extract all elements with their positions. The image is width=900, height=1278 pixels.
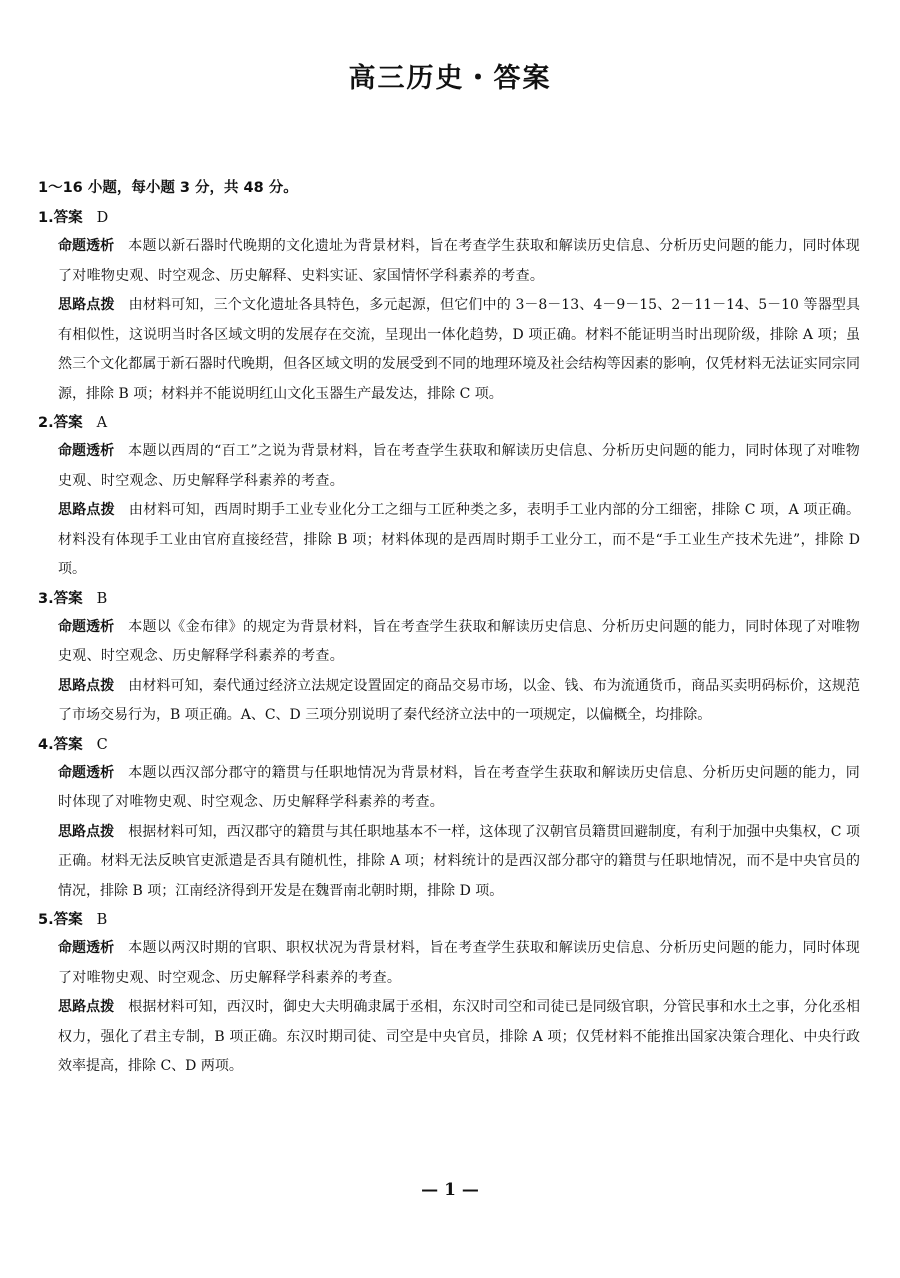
question-3 [38,585,860,731]
analysis-paragraph [58,613,860,672]
question-number: 1. [38,210,54,226]
question-number: 2. [38,415,54,431]
analysis-label: 命题透析 [58,443,115,459]
hint-label: 思路点拨 [58,297,115,313]
section-intro: 1～16 小题，每小题 3 分，共 48 分。 [38,180,298,196]
question-number: 4. [38,736,54,753]
analysis-label: 命题透析 [58,940,115,956]
page-number: — 1 — [421,1180,479,1200]
analysis-text: 本题以西汉部分郡守的籍贯与任职地情况为背景材料，旨在考查学生获取和解读历史信息、分析历史问题的能力，同时体现了对唯物史观、时空观念、历史解释学科素养的考查。 [58,764,861,810]
analysis-text: 本题以新石器时代晚期的文化遗址为背景材料，旨在考查学生获取和解读历史信息、分析历史问题的能力，同时体现了对唯物史观、时空观念、历史解释、史料实证、家国情怀学科素养的考查。 [58,238,861,284]
question-number: 5. [38,912,54,928]
answer-list [38,204,860,1082]
answer-label: 答案 [53,736,83,753]
answer-label: 答案 [53,912,83,928]
answer-line [38,409,860,437]
analysis-text: 本题以《金布律》的规定为背景材料，旨在考查学生获取和解读历史信息、分析历史问题的能力，同时体现了对唯物史观、时空观念、历史解释学科素养的考查。 [58,618,861,664]
question-4 [38,731,860,907]
hint-text: 由材料可知，西周时期手工业专业化分工之细与工匠种类之多，表明手工业内部的分工细密，排除 C 项，A 项正确。材料没有体现手工业由官府直接经营，排除 B 项；材料体现的是西周时期手工业分工，而不是“手工业生产技术先进”，排除 D 项。 [58,502,861,577]
hint-label: 思路点拨 [58,677,115,694]
hint-label: 思路点拨 [58,823,115,840]
analysis-label: 命题透析 [58,238,115,254]
answer-label: 答案 [53,210,83,226]
analysis-text: 本题以西周的“百工”之说为背景材料，旨在考查学生获取和解读历史信息、分析历史问题的能力，同时体现了对唯物史观、时空观念、历史解释学科素养的考查。 [58,443,860,489]
hint-text: 由材料可知，秦代通过经济立法规定设置固定的商品交易市场，以金、钱、布为流通货币，商品买卖明码标价，这规范了市场交易行为，B 项正确。A、C、D 三项分别说明了秦代经济立法中的一项规定，以偏概全，均排除。 [58,677,861,723]
question-5 [38,906,860,1082]
hint-label: 思路点拨 [58,502,115,518]
answer-line [38,585,860,613]
question-number: 3. [38,590,54,607]
analysis-paragraph [58,437,860,496]
answer-line [38,731,860,759]
hint-paragraph [58,993,860,1082]
analysis-label: 命题透析 [58,764,115,781]
answer-letter: C [96,736,108,753]
answer-letter: A [96,415,108,431]
hint-paragraph [58,291,860,409]
question-2 [38,409,860,585]
answer-letter: B [96,912,108,928]
answer-label: 答案 [53,415,83,431]
answer-letter: B [96,590,108,607]
hint-text: 根据材料可知，西汉郡守的籍贯与其任职地基本不一样，这体现了汉朝官员籍贯回避制度，有利于加强中央集权，C 项正确。材料无法反映官吏派遣是否具有随机性，排除 A 项；材料统计的是西汉部分郡守的籍贯与任职地情况，而不是中央官员的情况，排除 B 项；江南经济得到开发是在魏晋南北朝时期，排除 D 项。 [58,823,861,899]
analysis-label: 命题透析 [58,618,115,635]
page-title: 高三历史・答案 [348,63,552,94]
hint-paragraph [58,496,860,585]
hint-text: 由材料可知，三个文化遗址各具特色，多元起源，但它们中的 3－8－13、4－9－15、2－11－14、5－10 等器型具有相似性，这说明当时各区域文明的发展存在交流，呈现出一体化趋势，D 项正确。材料不能证明当时出现阶级，排除 A 项；虽然三个文化都属于新石器时代晚期，但各区域文明的发展受到不同的地理环境及社会结构等因素的影响，仅凭材料无法证实同宗同源，排除 B 项；材料并不能说明红山文化玉器生产最发达，排除 C 项。 [58,297,861,402]
hint-paragraph [58,818,860,907]
analysis-paragraph [58,934,860,993]
answer-line [38,204,860,232]
analysis-paragraph [58,232,860,291]
answer-letter: D [96,210,109,226]
answer-line [38,906,860,934]
question-1 [38,204,860,409]
answer-label: 答案 [53,590,83,607]
hint-text: 根据材料可知，西汉时，御史大夫明确隶属于丞相，东汉时司空和司徒已是同级官职，分管民事和水土之事，分化丞相权力，强化了君主专制，B 项正确。东汉时期司徒、司空是中央官员，排除 A 项；仅凭材料不能推出国家决策合理化、中央行政效率提高，排除 C、D 两项。 [58,999,861,1074]
analysis-paragraph [58,759,860,818]
hint-paragraph [58,672,860,731]
analysis-text: 本题以两汉时期的官职、职权状况为背景材料，旨在考查学生获取和解读历史信息、分析历史问题的能力，同时体现了对唯物史观、时空观念、历史解释学科素养的考查。 [58,940,861,986]
hint-label: 思路点拨 [58,999,115,1015]
